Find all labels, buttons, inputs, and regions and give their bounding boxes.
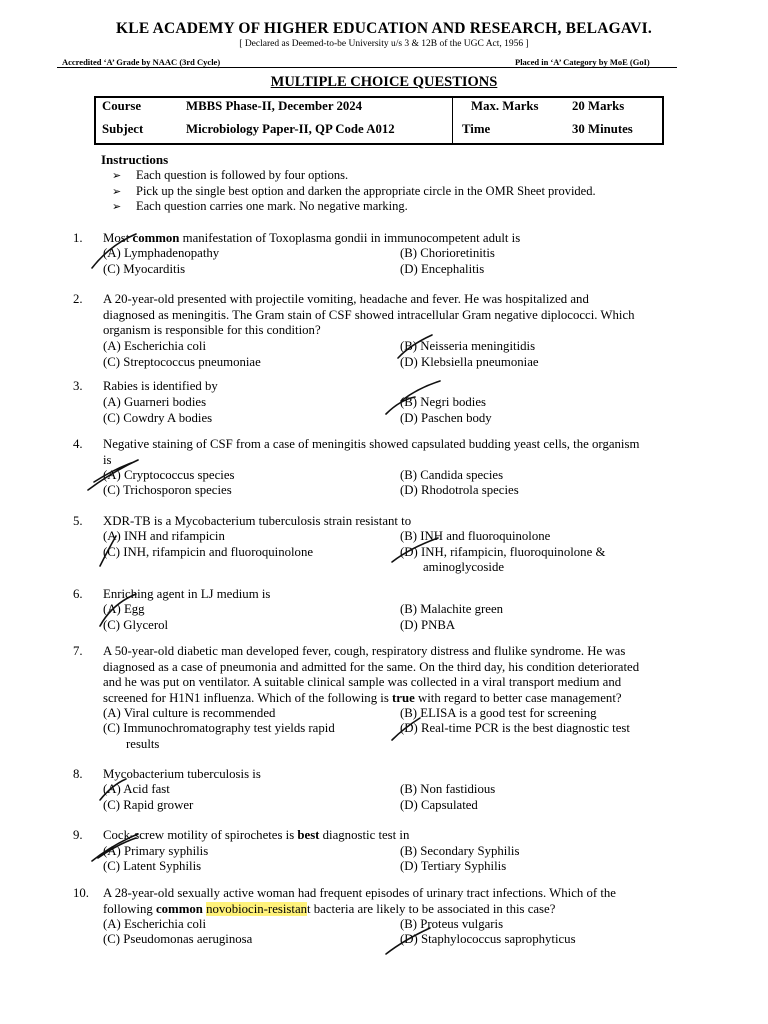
option-a: (A) Escherichia coli — [103, 339, 207, 353]
option-a: (A) Guarneri bodies — [103, 395, 207, 409]
option-b: (B) Proteus vulgaris — [400, 917, 504, 931]
option-a: (A) Egg — [103, 602, 145, 616]
max-marks-label: Max. Marks — [471, 99, 539, 113]
highlighted-text: novobiocin-resistan — [206, 901, 308, 916]
option-a: (A) Cryptococcus species — [103, 468, 235, 482]
question-number: 9. — [73, 828, 83, 842]
question-text: Most common manifestation of Toxoplasma gondii in immunocompetent adult is — [103, 231, 521, 245]
option-c: (C) Myocarditis — [103, 262, 186, 276]
option-d: (D) Klebsiella pneumoniae — [400, 355, 539, 369]
header-divider — [57, 67, 677, 68]
option-d: (D) Tertiary Syphilis — [400, 859, 507, 873]
option-c: (C) INH, rifampicin and fluoroquinolone — [103, 545, 314, 559]
instruction-item: ➢ Each question carries one mark. No negative marking. — [112, 199, 408, 213]
option-b: (B) Chorioretinitis — [400, 246, 495, 260]
instruction-item: ➢ Each question is followed by four options. — [112, 168, 349, 182]
question-text: A 20-year-old presented with projectile vomiting, headache and fever. He was hospitalized and diagnosed as meningitis. The Gram stain of CSF showed intracellular Gram negative diplococci. Which organism is responsible for this condition? — [103, 292, 635, 337]
question-text: Cock-screw motility of spirochetes is best diagnostic test in — [103, 828, 410, 842]
option-a: (A) Acid fast — [103, 782, 170, 796]
option-d: (D) Paschen body — [400, 411, 492, 425]
category-text: Placed in ‘A’ Category by MoE (GoI) — [515, 57, 650, 67]
question-number: 4. — [73, 437, 83, 451]
subject-value: Microbiology Paper-II, QP Code A012 — [186, 122, 395, 136]
option-a: (A) Primary syphilis — [103, 844, 209, 858]
time-label: Time — [462, 122, 491, 136]
option-d: (D) INH, rifampicin, fluoroquinolone & — [400, 545, 606, 559]
option-c: (C) Trichosporon species — [103, 483, 232, 497]
question-number: 8. — [73, 767, 83, 781]
option-b: (B) ELISA is a good test for screening — [400, 706, 597, 720]
question-text: Rabies is identified by — [103, 379, 218, 393]
option-d-continued: aminoglycoside — [423, 560, 505, 574]
option-d: (D) Real-time PCR is the best diagnostic test — [400, 721, 630, 735]
option-d: (D) Encephalitis — [400, 262, 485, 276]
question-number: 5. — [73, 514, 83, 528]
option-b: (B) INH and fluoroquinolone — [400, 529, 551, 543]
accreditation-text: Accredited ‘A’ Grade by NAAC (3rd Cycle) — [62, 57, 221, 67]
course-label: Course — [102, 99, 142, 113]
question-text: Mycobacterium tuberculosis is — [103, 767, 261, 781]
option-c-continued: results — [126, 737, 160, 751]
question-text: Enriching agent in LJ medium is — [103, 587, 271, 601]
option-c: (C) Rapid grower — [103, 798, 194, 812]
exam-info-box — [94, 96, 664, 145]
option-c: (C) Cowdry A bodies — [103, 411, 213, 425]
subject-label: Subject — [102, 122, 144, 136]
option-c: (C) Latent Syphilis — [103, 859, 202, 873]
question-text: XDR-TB is a Mycobacterium tuberculosis strain resistant to — [103, 514, 412, 528]
question-number: 1. — [73, 231, 83, 245]
option-b: (B) Non fastidious — [400, 782, 496, 796]
question-text: A 28-year-old sexually active woman had frequent episodes of urinary tract infections. Which of the following common novobiocin-resistant bacteria are likely to be associated in this case? — [103, 886, 616, 916]
option-c: (C) Immunochromatography test yields rapid — [103, 721, 335, 735]
option-b: (B) Secondary Syphilis — [400, 844, 520, 858]
page-heading — [0, 74, 768, 91]
option-a: (A) Lymphadenopathy — [103, 246, 220, 260]
option-b: (B) Malachite green — [400, 602, 504, 616]
question-number: 7. — [73, 644, 83, 658]
option-c: (C) Pseudomonas aeruginosa — [103, 932, 253, 946]
option-b: (B) Candida species — [400, 468, 504, 482]
question-text: Negative staining of CSF from a case of meningitis showed capsulated budding yeast cells, the organism is — [103, 437, 640, 467]
arrow-bullet-icon: ➢ — [112, 186, 122, 198]
time-value: 30 Minutes — [572, 122, 633, 136]
max-marks-value: 20 Marks — [572, 99, 625, 113]
option-d: (D) PNBA — [400, 618, 456, 632]
option-a: (A) INH and rifampicin — [103, 529, 225, 543]
option-b: (B) Negri bodies — [400, 395, 487, 409]
declaration-text: [ Declared as Deemed-to-be University u/s 3 & 12B of the UGC Act, 1956 ] — [239, 39, 529, 49]
option-a: (A) Escherichia coli — [103, 917, 207, 931]
option-c: (C) Streptococcus pneumoniae — [103, 355, 261, 369]
instruction-item: ➢ Pick up the single best option and darken the appropriate circle in the OMR Sheet provided. — [112, 184, 596, 198]
option-c: (C) Glycerol — [103, 618, 169, 632]
option-d: (D) Rhodotrola species — [400, 483, 519, 497]
info-box-divider — [452, 98, 453, 143]
page-heading-text: MULTIPLE CHOICE QUESTIONS — [270, 74, 498, 90]
arrow-bullet-icon: ➢ — [112, 170, 122, 182]
question-text: A 50-year-old diabetic man developed fever, cough, respiratory distress and flulike syndrome. He was diagnosed as a case of pneumonia and admitted for the same. On the third day, his condition deteriorated and he was put on ventilator. A suitable clinical sample was collected in a viral transport medium and screened for H1N1 influenza. Which of the following is true with regard to better case management? — [103, 644, 640, 705]
question-number: 6. — [73, 587, 83, 601]
option-d: (D) Capsulated — [400, 798, 478, 812]
question-number: 2. — [73, 292, 83, 306]
question-number: 3. — [73, 379, 83, 393]
question-number: 10. — [73, 886, 89, 900]
instructions-title: Instructions — [101, 152, 169, 167]
arrow-bullet-icon: ➢ — [112, 201, 122, 213]
option-d: (D) Staphylococcus saprophyticus — [400, 932, 576, 946]
institution-title: KLE ACADEMY OF HIGHER EDUCATION AND RESEARCH, BELAGAVI. — [116, 20, 652, 37]
option-b: (B) Neisseria meningitidis — [400, 339, 536, 353]
course-value: MBBS Phase-II, December 2024 — [186, 99, 363, 113]
option-a: (A) Viral culture is recommended — [103, 706, 276, 720]
